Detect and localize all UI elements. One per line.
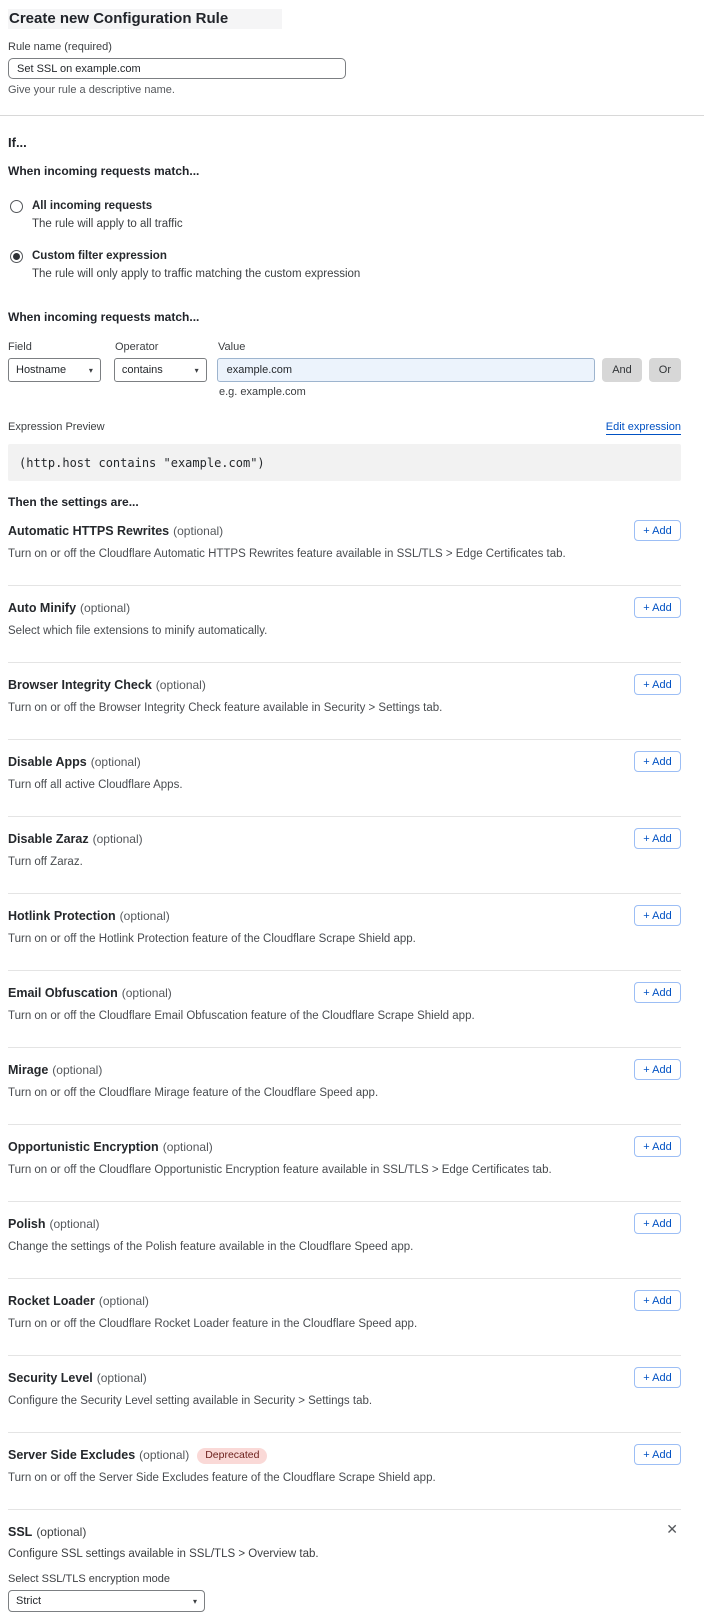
setting-item: [8, 1433, 681, 1510]
operator-label: Operator: [115, 341, 159, 353]
add-setting-button[interactable]: + Add: [634, 1059, 681, 1080]
setting-optional-label: (optional): [90, 755, 141, 769]
add-setting-button[interactable]: + Add: [634, 905, 681, 926]
radio-button-icon[interactable]: [10, 200, 23, 213]
setting-optional-label: (optional): [52, 1063, 103, 1077]
field-select[interactable]: [8, 358, 101, 382]
setting-description: Configure the Security Level setting available in Security > Settings tab.: [8, 1395, 373, 1407]
setting-description: Turn on or off the Browser Integrity Check feature available in Security > Settings tab.: [8, 702, 443, 714]
add-setting-button[interactable]: + Add: [634, 1290, 681, 1311]
setting-item: [8, 894, 681, 971]
setting-optional-label: (optional): [139, 1448, 190, 1462]
add-setting-button[interactable]: + Add: [634, 1367, 681, 1388]
settings-heading: Then the settings are...: [8, 495, 139, 509]
radio-label: Custom filter expression: [32, 250, 167, 262]
close-icon[interactable]: ✕: [666, 1521, 678, 1537]
setting-title: Mirage: [8, 1063, 49, 1077]
expression-preview-header: [8, 421, 681, 435]
radio-description: The rule will apply to all traffic: [32, 218, 183, 230]
setting-description: Turn off Zaraz.: [8, 856, 83, 868]
ssl-panel: [8, 1510, 681, 1612]
match-heading: When incoming requests match...: [8, 164, 200, 178]
expression-preview-code: (http.host contains "example.com"): [8, 444, 681, 481]
rule-name-helper: Give your rule a descriptive name.: [8, 84, 175, 96]
setting-description: Turn on or off the Cloudflare Email Obfuscation feature of the Cloudflare Scrape Shield app.: [8, 1010, 475, 1022]
ssl-description: Configure SSL settings available in SSL/TLS > Overview tab.: [8, 1548, 319, 1560]
setting-description: Turn on or off the Hotlink Protection feature of the Cloudflare Scrape Shield app.: [8, 933, 416, 945]
setting-item: [8, 1356, 681, 1433]
setting-item: [8, 971, 681, 1048]
chevron-down-icon: ▾: [192, 1596, 197, 1606]
rule-name-label: Rule name (required): [8, 41, 112, 53]
setting-optional-label: (optional): [98, 1294, 149, 1308]
ssl-encryption-mode-select[interactable]: [8, 1590, 205, 1612]
setting-item: [8, 740, 681, 817]
setting-optional-label: (optional): [119, 909, 170, 923]
setting-title: Hotlink Protection: [8, 909, 116, 923]
setting-optional-label: (optional): [121, 986, 172, 1000]
operator-select-value: contains: [121, 364, 163, 376]
setting-title: Email Obfuscation: [8, 986, 118, 1000]
setting-optional-label: (optional): [162, 1140, 213, 1154]
page-title: Create new Configuration Rule: [8, 9, 282, 29]
setting-optional-label: (optional): [80, 601, 131, 615]
operator-select[interactable]: [114, 358, 207, 382]
setting-description: Turn on or off the Cloudflare Rocket Loader feature in the Cloudflare Speed app.: [8, 1318, 418, 1330]
setting-title: Automatic HTTPS Rewrites: [8, 524, 170, 538]
section-divider: [0, 115, 704, 116]
add-setting-button[interactable]: + Add: [634, 520, 681, 541]
chevron-down-icon: ▾: [194, 365, 199, 375]
add-setting-button[interactable]: + Add: [634, 982, 681, 1003]
setting-optional-label: (optional): [92, 832, 143, 846]
add-setting-button[interactable]: + Add: [634, 597, 681, 618]
settings-list: [8, 509, 681, 1510]
value-input[interactable]: example.com: [217, 358, 596, 382]
expression-preview-label: Expression Preview: [8, 421, 105, 433]
setting-description: Turn off all active Cloudflare Apps.: [8, 779, 183, 791]
and-button[interactable]: And: [602, 358, 642, 382]
if-heading: If...: [8, 135, 27, 150]
setting-description: Change the settings of the Polish feature available in the Cloudflare Speed app.: [8, 1241, 414, 1253]
field-select-value: Hostname: [16, 364, 67, 376]
add-setting-button[interactable]: + Add: [634, 1136, 681, 1157]
add-setting-button[interactable]: + Add: [634, 1444, 681, 1465]
radio-custom-filter-expression[interactable]: [8, 249, 681, 282]
setting-optional-label: (optional): [49, 1217, 100, 1231]
setting-item: [8, 817, 681, 894]
setting-item: [8, 509, 681, 586]
setting-optional-label: (optional): [96, 1371, 147, 1385]
add-setting-button[interactable]: + Add: [634, 828, 681, 849]
field-label: Field: [8, 341, 32, 353]
builder-heading: When incoming requests match...: [8, 310, 200, 324]
ssl-optional-label: (optional): [36, 1525, 87, 1539]
setting-item: [8, 663, 681, 740]
deprecated-badge: Deprecated: [197, 1448, 267, 1464]
setting-title: Polish: [8, 1217, 46, 1231]
radio-description: The rule will only apply to traffic matching the custom expression: [32, 268, 361, 280]
or-button[interactable]: Or: [649, 358, 681, 382]
rule-name-input[interactable]: Set SSL on example.com: [8, 58, 346, 79]
setting-title: Auto Minify: [8, 601, 77, 615]
value-helper: e.g. example.com: [219, 386, 306, 398]
setting-title: Server Side Excludes: [8, 1448, 136, 1462]
setting-title: Browser Integrity Check: [8, 678, 152, 692]
add-setting-button[interactable]: + Add: [634, 1213, 681, 1234]
setting-optional-label: (optional): [155, 678, 206, 692]
setting-title: Opportunistic Encryption: [8, 1140, 159, 1154]
setting-description: Turn on or off the Server Side Excludes feature of the Cloudflare Scrape Shield app.: [8, 1472, 436, 1484]
radio-all-incoming-requests[interactable]: [8, 199, 681, 232]
expression-builder-row: [8, 358, 681, 382]
value-label: Value: [218, 341, 246, 353]
ssl-title: SSL: [8, 1525, 33, 1539]
builder-labels: [8, 341, 681, 353]
setting-description: Turn on or off the Cloudflare Mirage feature of the Cloudflare Speed app.: [8, 1087, 379, 1099]
radio-button-icon[interactable]: [10, 250, 23, 263]
setting-description: Turn on or off the Cloudflare Opportunistic Encryption feature available in SSL/TLS > Edge Certificates tab.: [8, 1164, 552, 1176]
radio-label: All incoming requests: [32, 200, 153, 212]
rule-name-section: [8, 41, 681, 96]
setting-description: Turn on or off the Cloudflare Automatic HTTPS Rewrites feature available in SSL/TLS > Edge Certificates tab.: [8, 548, 566, 560]
ssl-encryption-mode-label: Select SSL/TLS encryption mode: [8, 1573, 171, 1585]
setting-title: Rocket Loader: [8, 1294, 95, 1308]
setting-item: [8, 1048, 681, 1125]
ssl-encryption-mode-value: Strict: [16, 1595, 42, 1607]
setting-item: [8, 1125, 681, 1202]
setting-title: Disable Zaraz: [8, 832, 89, 846]
setting-optional-label: (optional): [173, 524, 224, 538]
setting-item: [8, 1202, 681, 1279]
setting-item: [8, 586, 681, 663]
setting-item: [8, 1279, 681, 1356]
setting-title: Disable Apps: [8, 755, 87, 769]
chevron-down-icon: ▾: [88, 365, 93, 375]
setting-title: Security Level: [8, 1371, 93, 1385]
add-setting-button[interactable]: + Add: [634, 674, 681, 695]
edit-expression-link[interactable]: Edit expression: [605, 421, 681, 433]
setting-description: Select which file extensions to minify automatically.: [8, 625, 268, 637]
add-setting-button[interactable]: + Add: [634, 751, 681, 772]
